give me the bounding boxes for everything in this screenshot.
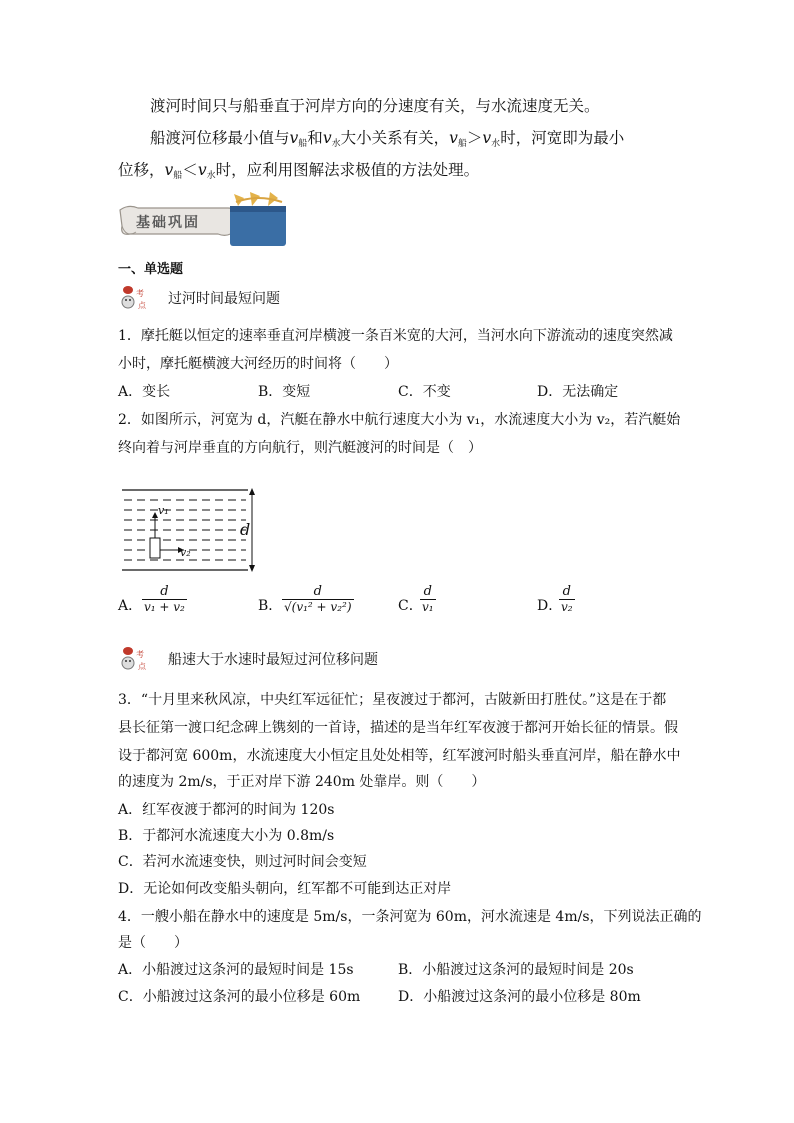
q4-option-d: D．小船渡过这条河的最小位移是 80m xyxy=(398,989,641,1005)
svg-text:考: 考 xyxy=(136,289,144,298)
q4-option-a: A．小船渡过这条河的最短时间是 15s xyxy=(118,962,354,978)
q2-option-a-letter: A． xyxy=(118,598,143,614)
q2-option-d-letter: D． xyxy=(537,598,563,614)
kaodian-tag-1 xyxy=(118,282,418,312)
q1-line-2: 小时，摩托艇横渡大河经历的时间将（ ） xyxy=(118,356,398,372)
q1-option-c: C．不变 xyxy=(398,384,451,400)
q4-option-c: C．小船渡过这条河的最小位移是 60m xyxy=(118,989,361,1005)
kaodian-tag-2 xyxy=(118,643,448,673)
q4-line-1: 4．一艘小船在静水中的速度是 5m/s，一条河宽为 60m，河水流速是 4m/s，下列说法正确的 xyxy=(118,909,702,925)
q2-option-d-fraction: $\frac{d}{\text{v₂}}$ xyxy=(561,584,573,614)
q3-line-3: 设于都河宽 600m，水流速度大小恒定且处处相等，红军渡河时船头垂直河岸，船在静水中 xyxy=(118,748,681,764)
intro-line-3: 位移，v船＜v水时，应利用图解法求极值的方法处理。 xyxy=(118,161,480,181)
section-badge xyxy=(118,192,300,248)
kaodian-icon xyxy=(118,282,158,312)
q3-line-2: 县长征第一渡口纪念碑上镌刻的一首诗，描述的是当年红军夜渡于都河开始长征的情景。假 xyxy=(118,720,678,736)
figure-label-v2: v₂ xyxy=(180,546,191,559)
q2-option-a-fraction: $\frac{d}{\text{v₁ + v₂}}$ xyxy=(144,584,185,614)
svg-text:点: 点 xyxy=(138,662,146,671)
q2-option-b-letter: B． xyxy=(258,598,283,614)
q3-line-4: 的速度为 2m/s，于正对岸下游 240m 处靠岸。则（ ） xyxy=(118,774,486,790)
river-figure xyxy=(118,486,268,578)
q1-option-b: B．变短 xyxy=(258,384,311,400)
q2-option-b-fraction: $\frac{d}{\text{√(v₁² + v₂²)}}$ xyxy=(284,584,352,614)
q3-option-c: C．若河水流速变快，则过河时间会变短 xyxy=(118,854,367,870)
figure-label-v1: v₁ xyxy=(158,504,169,517)
intro-line-1: 渡河时间只与船垂直于河岸方向的分速度有关，与水流速度无关。 xyxy=(150,97,600,115)
q3-line-1: 3．“十月里来秋风凉，中央红军远征忙；星夜渡过于都河，古陂新田打胜仗。”这是在于都 xyxy=(118,692,667,708)
q1-option-a: A．变长 xyxy=(118,384,171,400)
svg-text:考: 考 xyxy=(136,650,144,659)
q4-line-2: 是（ ） xyxy=(118,935,188,951)
section-heading: 一、单选题 xyxy=(118,262,184,277)
topic-title-2: 船速大于水速时最短过河位移问题 xyxy=(168,652,378,668)
q2-option-c-fraction: $\frac{d}{\text{v₁}}$ xyxy=(422,584,434,614)
q1-option-d: D．无法确定 xyxy=(537,384,619,400)
q3-option-a: A．红军夜渡于都河的时间为 120s xyxy=(118,802,335,818)
svg-text:点: 点 xyxy=(138,301,146,310)
q2-line-2: 终向着与河岸垂直的方向航行，则汽艇渡河的时间是（ ） xyxy=(118,440,482,456)
intro-line-2: 船渡河位移最小值与v船和v水大小关系有关，v船＞v水时，河宽即为最小 xyxy=(150,129,625,149)
q3-option-b: B．于都河水流速度大小为 0.8m/s xyxy=(118,828,335,844)
q2-line-1: 2．如图所示，河宽为 d，汽艇在静水中航行速度大小为 v₁，水流速度大小为 v₂，若汽艇始 xyxy=(118,412,681,428)
q4-option-b: B．小船渡过这条河的最短时间是 20s xyxy=(398,962,634,978)
figure-label-d: d xyxy=(240,520,251,539)
q3-option-d: D．无论如何改变船头朝向，红军都不可能到达正对岸 xyxy=(118,881,452,897)
kaodian-icon xyxy=(118,643,158,673)
topic-title-1: 过河时间最短问题 xyxy=(168,291,280,307)
q2-option-c-letter: C． xyxy=(398,598,423,614)
q1-line-1: 1．摩托艇以恒定的速率垂直河岸横渡一条百米宽的大河，当河水向下游流动的速度突然减 xyxy=(118,328,673,344)
badge-label: 基础巩固 xyxy=(136,215,200,231)
